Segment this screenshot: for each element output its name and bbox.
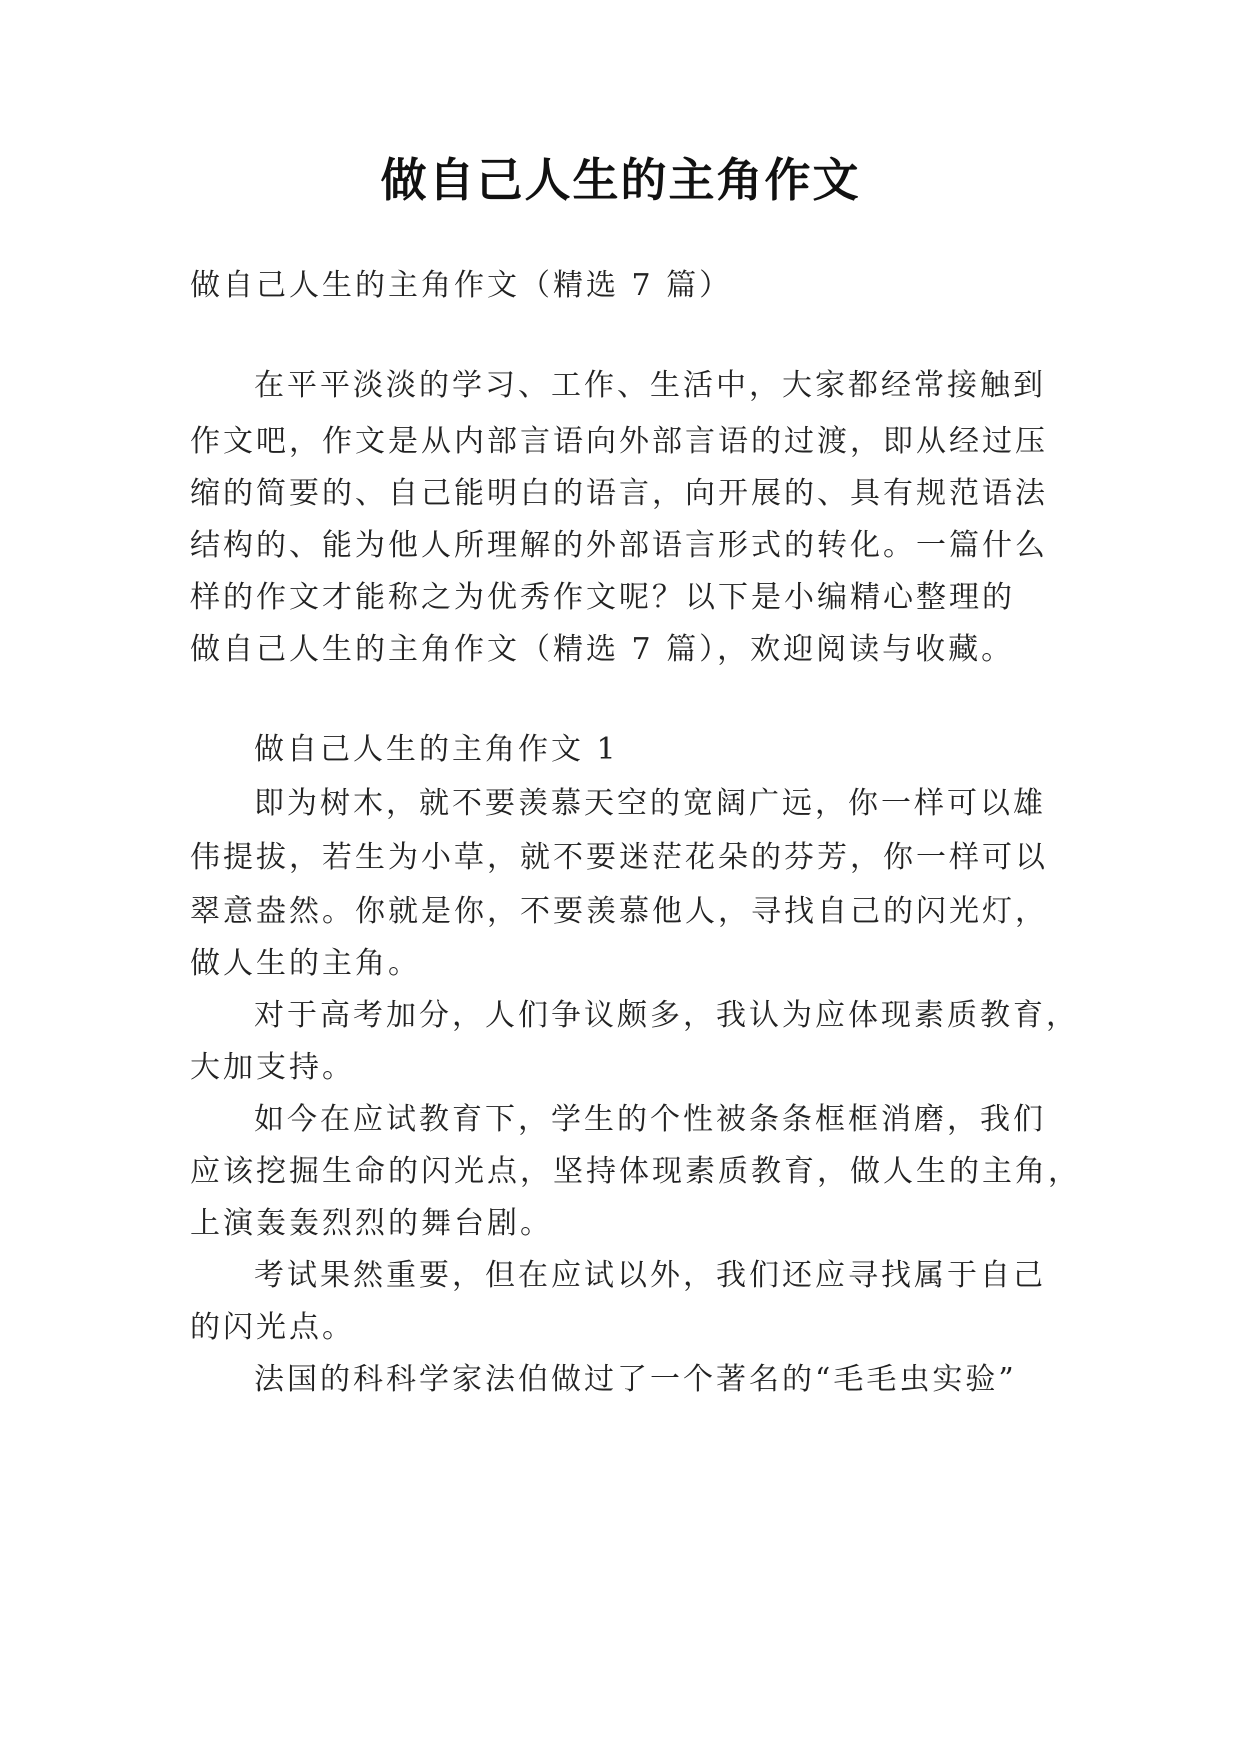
body-line: 即为树木，就不要羡慕天空的宽阔广远，你一样可以雄	[254, 786, 1046, 821]
intro-line: 缩的简要的、自己能明白的语言，向开展的、具有规范语法	[190, 476, 1048, 511]
body-line: 上演轰轰烈烈的舞台剧。	[190, 1206, 553, 1241]
body-line: 大加支持。	[190, 1050, 355, 1085]
intro-line: 做自己人生的主角作文（精选 7 篇），欢迎阅读与收藏。	[190, 632, 1015, 667]
intro-line: 样的作文才能称之为优秀作文呢？以下是小编精心整理的	[190, 580, 1015, 615]
document-subtitle: 做自己人生的主角作文（精选 7 篇）	[190, 268, 733, 303]
section-heading: 做自己人生的主角作文 1	[254, 732, 619, 767]
body-line: 法国的科科学家法伯做过了一个著名的“毛毛虫实验”	[254, 1362, 1017, 1397]
body-line: 考试果然重要，但在应试以外，我们还应寻找属于自己	[254, 1258, 1046, 1293]
intro-line: 作文吧，作文是从内部言语向外部言语的过渡，即从经过压	[190, 424, 1048, 459]
body-line: 伟提拔，若生为小草，就不要迷茫花朵的芬芳，你一样可以	[190, 840, 1048, 875]
body-line: 对于高考加分，人们争议颇多，我认为应体现素质教育，	[254, 998, 1079, 1033]
intro-line: 结构的、能为他人所理解的外部语言形式的转化。一篇什么	[190, 528, 1048, 563]
body-line: 翠意盎然。你就是你，不要羡慕他人，寻找自己的闪光灯，	[190, 894, 1048, 929]
body-line: 做人生的主角。	[190, 946, 421, 981]
body-line: 应该挖掘生命的闪光点，坚持体现素质教育，做人生的主角，	[190, 1154, 1081, 1189]
body-line: 如今在应试教育下，学生的个性被条条框框消磨，我们	[254, 1102, 1046, 1137]
document-title: 做自己人生的主角作文	[380, 153, 861, 207]
body-line: 的闪光点。	[190, 1310, 355, 1345]
intro-line: 在平平淡淡的学习、工作、生活中，大家都经常接触到	[254, 368, 1046, 403]
